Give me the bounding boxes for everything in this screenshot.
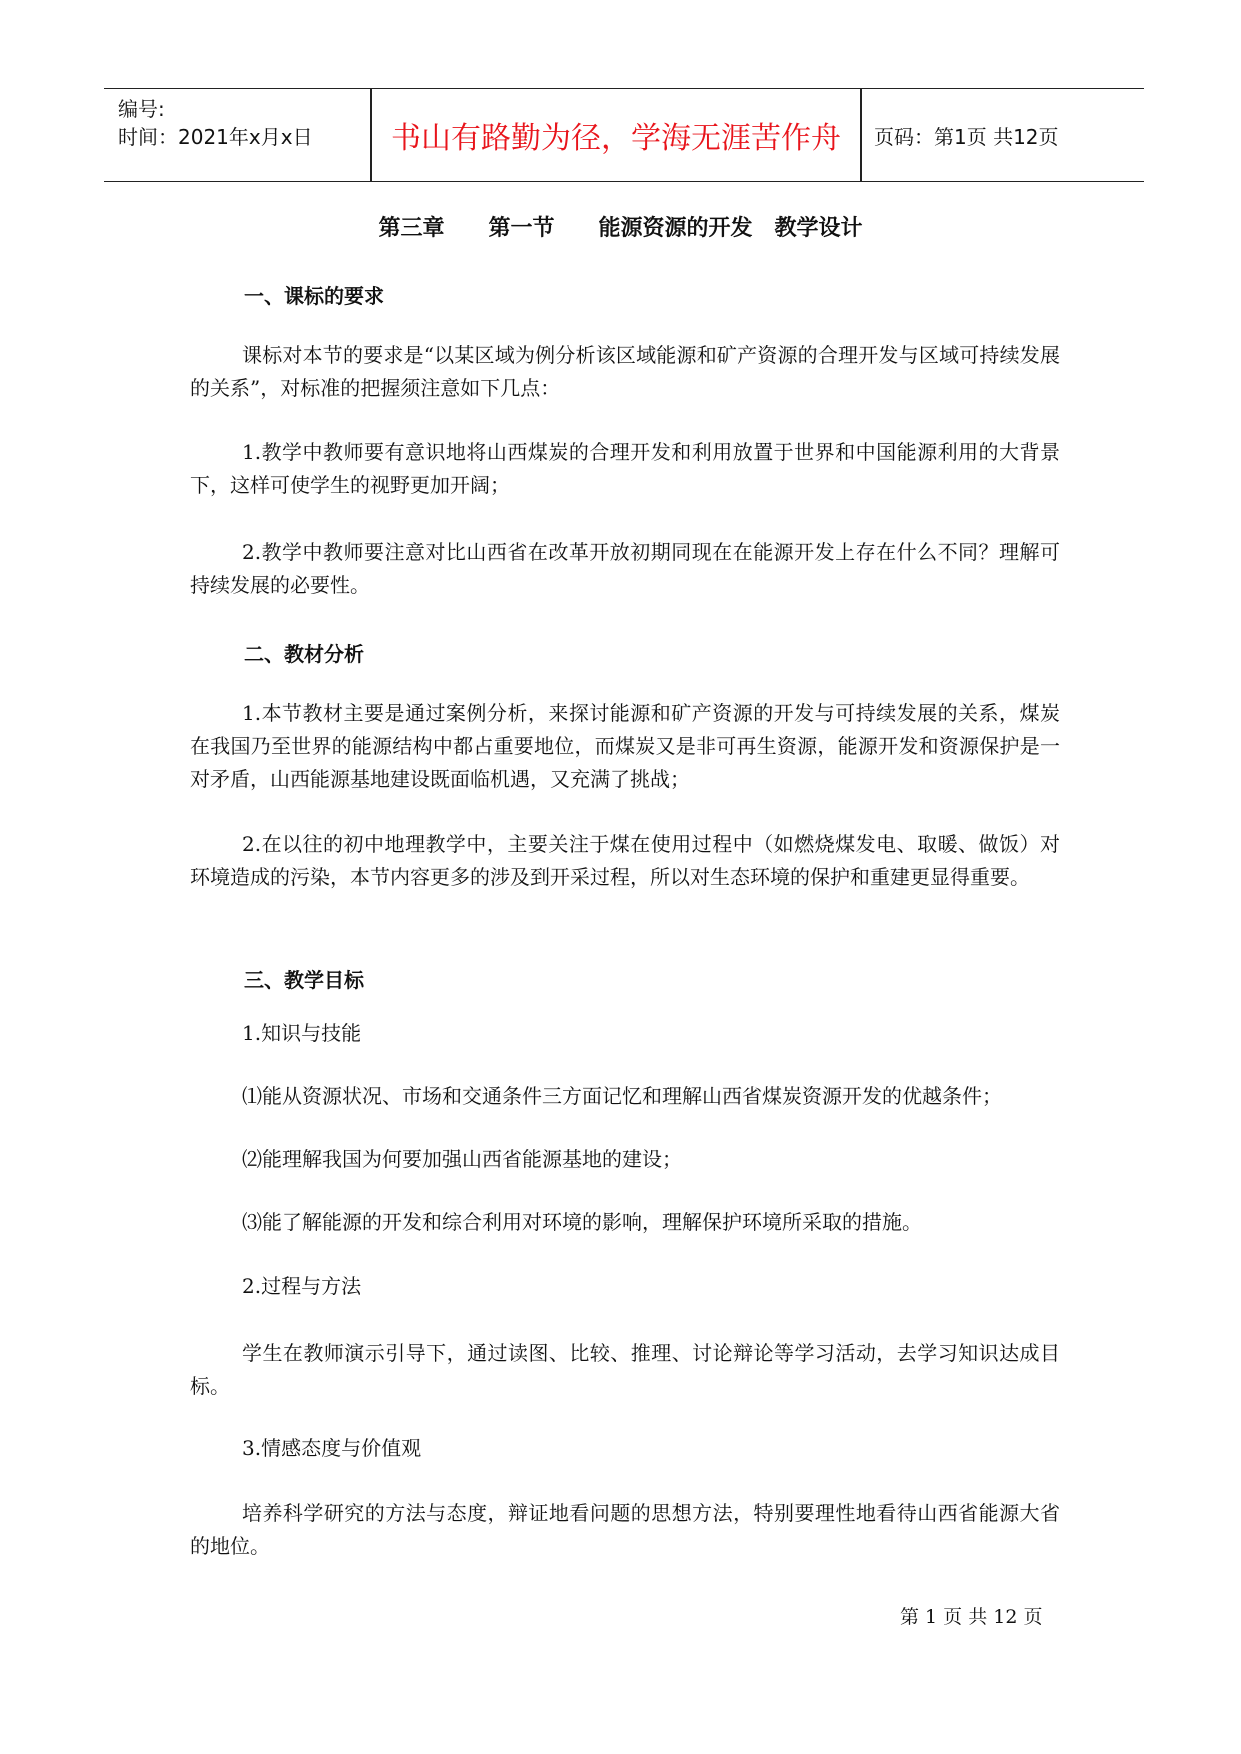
section-heading-1: 一、课标的要求 bbox=[244, 284, 384, 308]
section-heading-3: 三、教学目标 bbox=[244, 968, 364, 992]
paragraph: 课标对本节的要求是“以某区域为例分析该区域能源和矿产资源的合理开发与区域可持续发展的关系”，对标准的把握须注意如下几点： bbox=[190, 343, 1060, 400]
subheading: 1.知识与技能 bbox=[242, 1021, 362, 1045]
document-title: 第三章 第一节 能源资源的开发 教学设计 bbox=[378, 216, 863, 241]
paragraph: 1.本节教材主要是通过案例分析，来探讨能源和矿产资源的开发与可持续发展的关系，煤炭在我国乃至世界的能源结构中都占重要地位，而煤炭又是非可再生资源，能源开发和资源保护是一对矛盾，山西能源基地建设既面临机遇，又充满了挑战； bbox=[190, 701, 1060, 791]
section-heading-2: 二、教材分析 bbox=[244, 642, 364, 666]
header-page-code: 页码：第1页 共12页 bbox=[874, 124, 1059, 149]
time-label: 时间：2021年x月x日 bbox=[118, 125, 313, 149]
subheading: 2.过程与方法 bbox=[242, 1274, 362, 1298]
header-meta bbox=[118, 95, 368, 151]
page-footer: 第 1 页 共 12 页 bbox=[900, 1606, 1043, 1628]
paragraph: 2.教学中教师要注意对比山西省在改革开放初期同现在在能源开发上存在什么不同？理解可持续发展的必要性。 bbox=[190, 540, 1060, 597]
paragraph: 学生在教师演示引导下，通过读图、比较、推理、讨论辩论等学习活动，去学习知识达成目标。 bbox=[190, 1341, 1060, 1398]
subheading: 3.情感态度与价值观 bbox=[242, 1436, 422, 1460]
header-table bbox=[104, 88, 1144, 182]
paragraph: 1.教学中教师要有意识地将山西煤炭的合理开发和利用放置于世界和中国能源利用的大背景下，这样可使学生的视野更加开阔； bbox=[190, 440, 1060, 497]
list-item: ⑴能从资源状况、市场和交通条件三方面记忆和理解山西省煤炭资源开发的优越条件； bbox=[242, 1084, 1002, 1108]
header-divider-right bbox=[860, 89, 862, 181]
header-motto: 书山有路勤为径，学海无涯苦作舟 bbox=[391, 121, 841, 156]
list-item: ⑶能了解能源的开发和综合利用对环境的影响，理解保护环境所采取的措施。 bbox=[242, 1210, 922, 1234]
paragraph: 培养科学研究的方法与态度，辩证地看问题的思想方法，特别要理性地看待山西省能源大省的地位。 bbox=[190, 1501, 1060, 1558]
paragraph: 2.在以往的初中地理教学中，主要关注于煤在使用过程中（如燃烧煤发电、取暖、做饭）对环境造成的污染，本节内容更多的涉及到开采过程，所以对生态环境的保护和重建更显得重要。 bbox=[190, 832, 1060, 889]
list-item: ⑵能理解我国为何要加强山西省能源基地的建设； bbox=[242, 1147, 682, 1171]
serial-label: 编号: bbox=[118, 97, 165, 121]
